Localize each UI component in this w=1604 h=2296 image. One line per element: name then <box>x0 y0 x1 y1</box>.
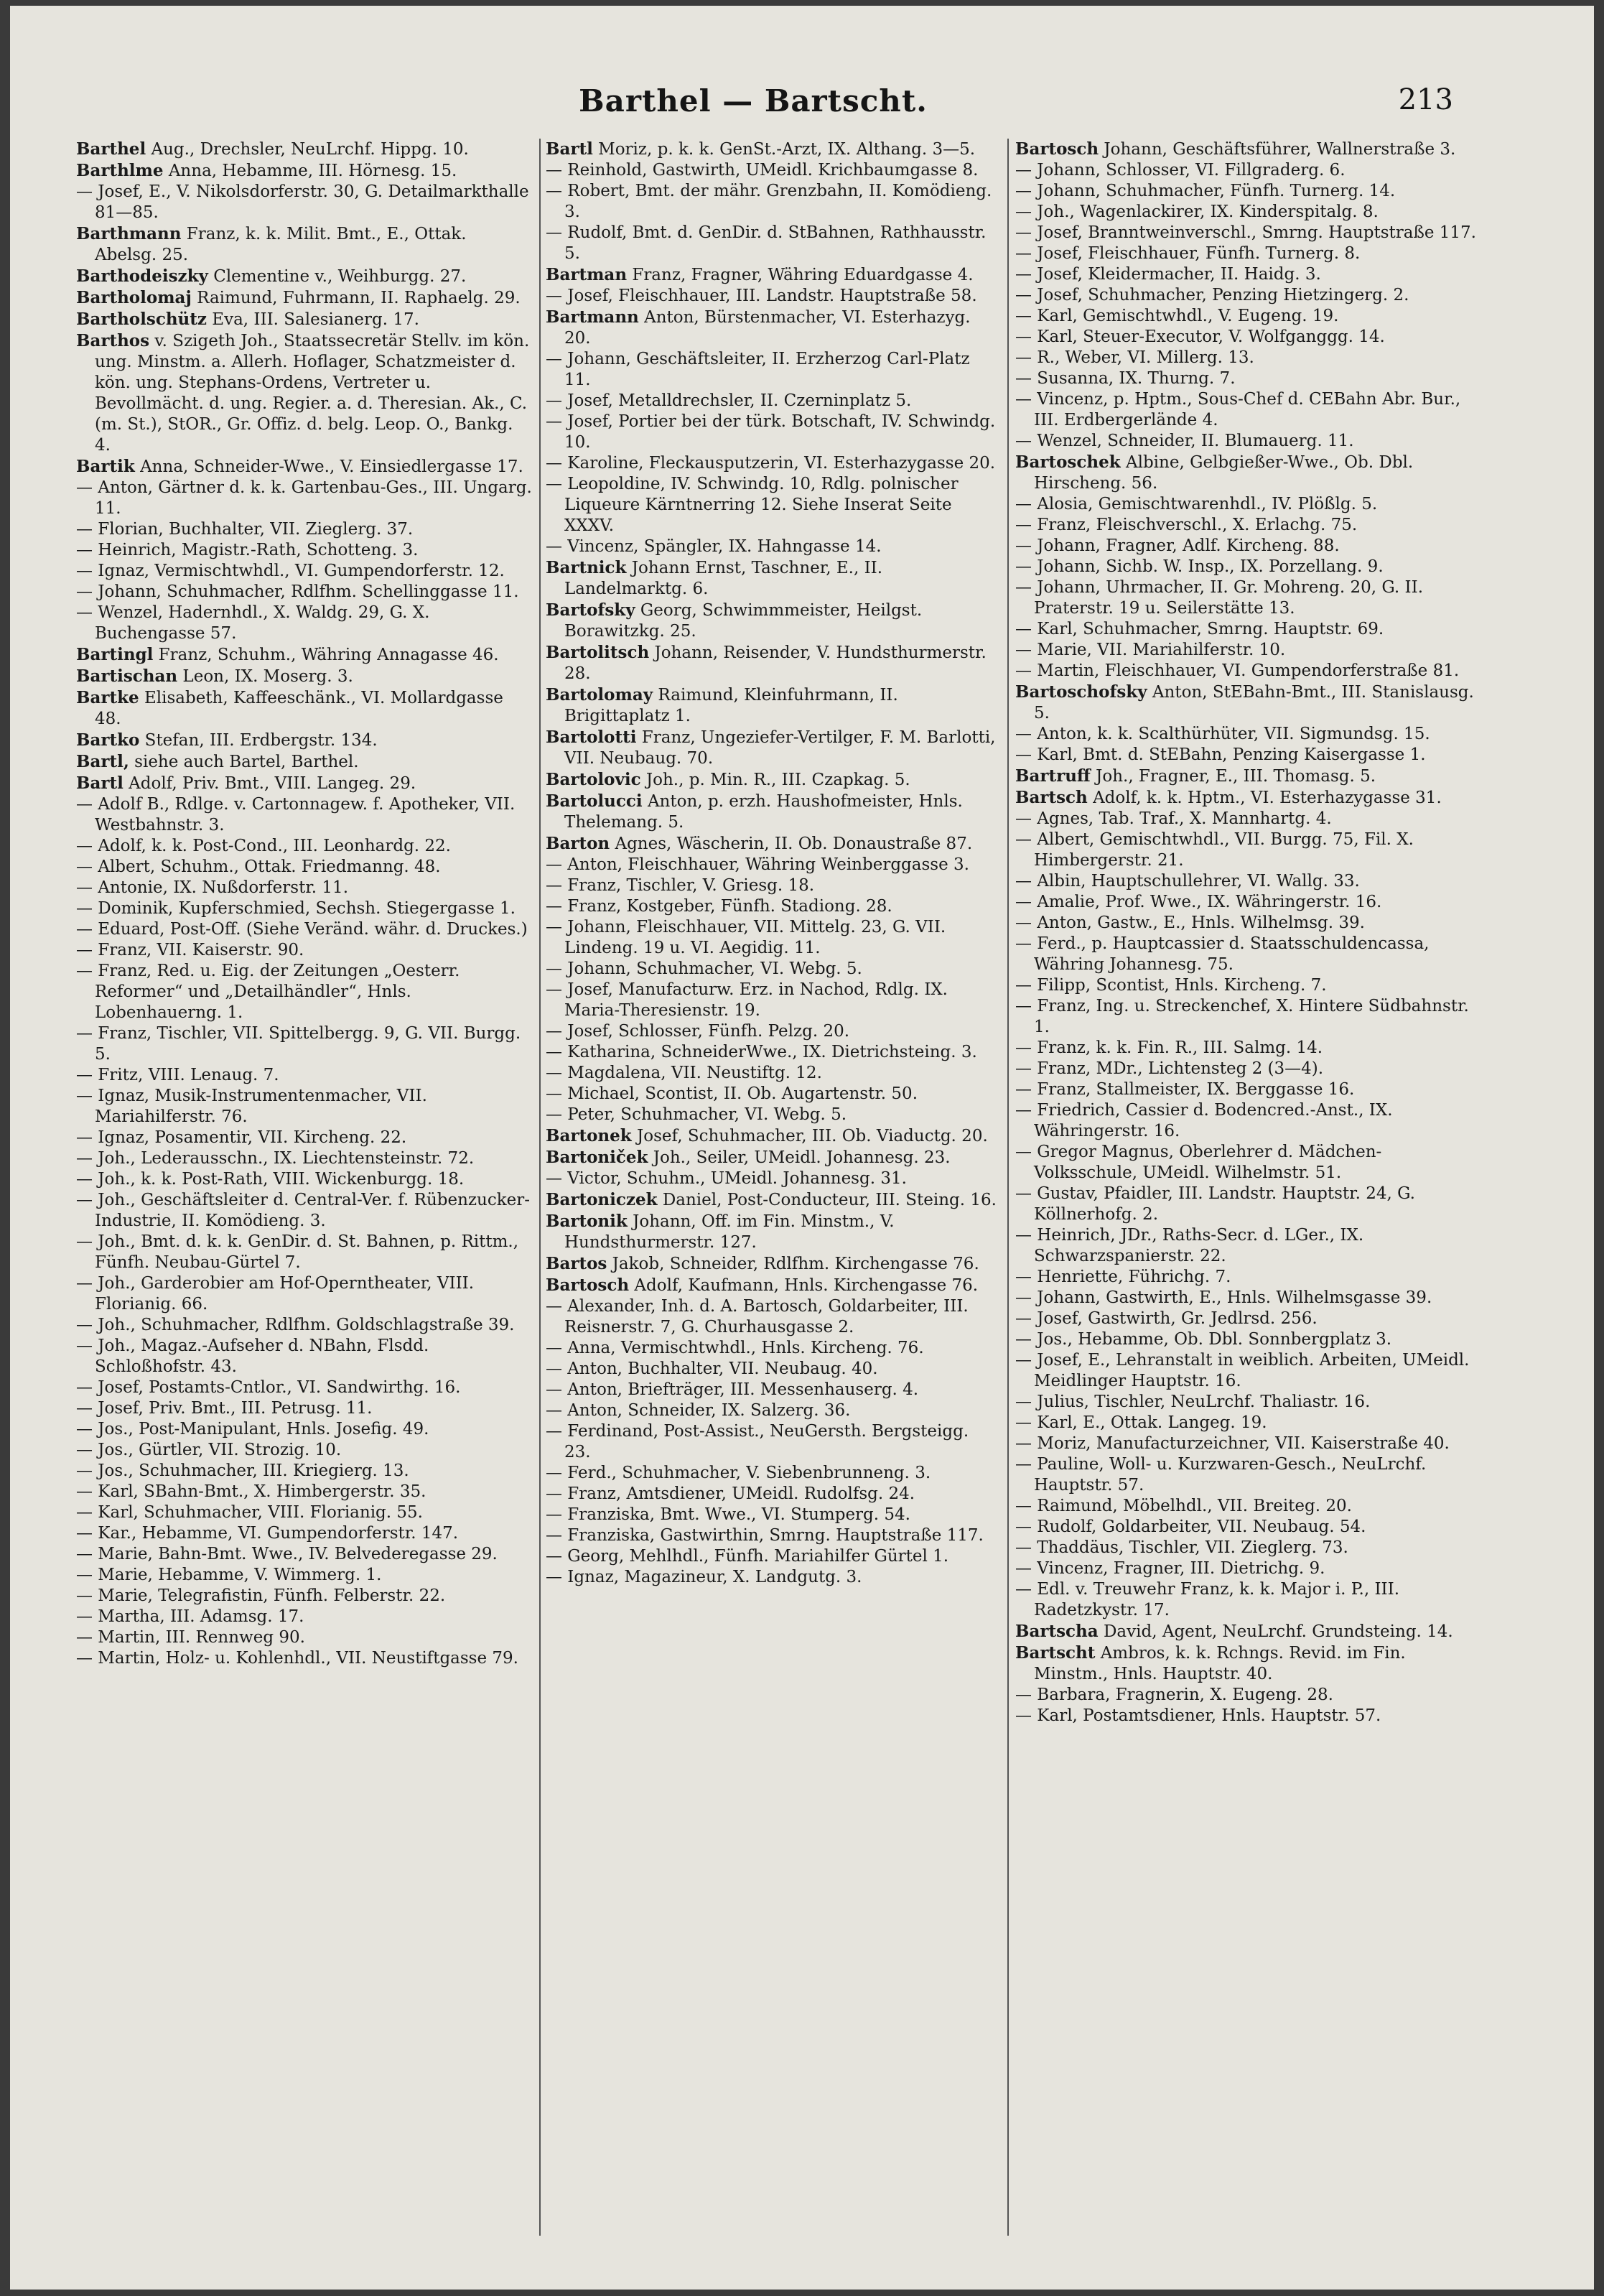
directory-entry: — Johann, Schuhmacher, VI. Webg. 5. <box>546 959 862 978</box>
directory-entry: Bartolovic Joh., p. Min. R., III. Czapkag. 5. <box>546 770 910 789</box>
directory-entry: — Johann, Sichb. W. Insp., IX. Porzellang. 9. <box>1015 557 1384 576</box>
directory-entry: — Alexander, Inh. d. A. Bartosch, Goldarbeiter, III. Reisnerstr. 7, G. Churhausgasse 2. <box>546 1297 969 1337</box>
surname: Bartmann <box>546 307 639 327</box>
directory-entry: Bartnick Johann Ernst, Taschner, E., II. Landelmarktg. 6. <box>546 558 883 598</box>
directory-entry: Bartruff Joh., Fragner, E., III. Thomasg. 5. <box>1015 766 1376 786</box>
directory-entry: — Victor, Schuhm., UMeidl. Johannesg. 31. <box>546 1169 907 1188</box>
directory-entry: — Joh., Wagenlackirer, IX. Kinderspitalg. 8. <box>1015 203 1379 221</box>
directory-entry: Bartonek Josef, Schuhmacher, III. Ob. Viaductg. 20. <box>546 1126 988 1145</box>
directory-entry: — Anton, Gastw., E., Hnls. Wilhelmsg. 39. <box>1015 914 1365 932</box>
directory-entry: — Peter, Schuhmacher, VI. Webg. 5. <box>546 1105 847 1124</box>
directory-entry: — Albert, Gemischtwhdl., VII. Burgg. 75, Fil. X. Himbergerstr. 21. <box>1015 830 1414 870</box>
directory-entry: — Jos., Schuhmacher, III. Kriegierg. 13. <box>76 1461 409 1480</box>
directory-entry: — Marie, VII. Mariahilferstr. 10. <box>1015 641 1286 659</box>
directory-entry: — Agnes, Tab. Traf., X. Mannhartg. 4. <box>1015 809 1332 828</box>
surname: Bartik <box>76 457 135 476</box>
directory-entry: — Fritz, VIII. Lenaug. 7. <box>76 1066 279 1084</box>
directory-entry: — Rudolf, Bmt. d. GenDir. d. StBahnen, Rathhausstr. 5. <box>546 223 987 263</box>
surname: Bartl <box>546 139 593 159</box>
directory-entry: — Marie, Hebamme, V. Wimmerg. 1. <box>76 1566 382 1584</box>
directory-entry: Barthlme Anna, Hebamme, III. Hörnesg. 15. <box>76 161 457 180</box>
directory-entry: Bartolitsch Johann, Reisender, V. Hundsthurmerstr. 28. <box>546 643 987 683</box>
directory-entry: — Ignaz, Vermischtwhdl., VI. Gumpendorferstr. 12. <box>76 562 505 580</box>
directory-entry: Bartholschütz Eva, III. Salesianerg. 17. <box>76 310 419 329</box>
directory-entry: Bartsch Adolf, k. k. Hptm., VI. Esterhazygasse 31. <box>1015 788 1442 807</box>
directory-entry: — Josef, Priv. Bmt., III. Petrusg. 11. <box>76 1399 373 1418</box>
surname: Bartolitsch <box>546 643 650 662</box>
directory-entry: — Adolf B., Rdlge. v. Cartonnagew. f. Apotheker, VII. Westbahnstr. 3. <box>76 795 516 835</box>
directory-entry: — Anton, k. k. Scalthürhüter, VII. Sigmundsg. 15. <box>1015 725 1430 743</box>
directory-entry: — Josef, Fleischhauer, III. Landstr. Hauptstraße 58. <box>546 287 977 305</box>
directory-entry: Bartoniček Joh., Seiler, UMeidl. Johannesg. 23. <box>546 1148 951 1167</box>
directory-entry: — Josef, Gastwirth, Gr. Jedlrsd. 256. <box>1015 1309 1318 1328</box>
directory-entry: — Johann, Schuhmacher, Rdlfhm. Schellinggasse 11. <box>76 582 519 601</box>
surname: Bartosch <box>1015 139 1099 159</box>
directory-entry: — Ignaz, Musik-Instrumentenmacher, VII. Mariahilferstr. 76. <box>76 1087 427 1126</box>
directory-entry: — Robert, Bmt. der mähr. Grenzbahn, II. Komödieng. 3. <box>546 182 992 221</box>
surname: Bartko <box>76 730 140 750</box>
directory-entry: — Heinrich, JDr., Raths-Secr. d. LGer., IX. Schwarzspanierstr. 22. <box>1015 1226 1364 1265</box>
directory-entry: — Ferd., Schuhmacher, V. Siebenbrunneng. 3. <box>546 1464 931 1482</box>
directory-entry: — Josef, Postamts-Cntlor., VI. Sandwirthg. 16. <box>76 1378 461 1397</box>
directory-entry: Bartholomaj Raimund, Fuhrmann, II. Raphaelg. 29. <box>76 288 521 307</box>
directory-entry: — Joh., Geschäftsleiter d. Central-Ver. f. Rübenzucker-Industrie, II. Komödieng. 3. <box>76 1191 531 1230</box>
directory-entry: — Joh., Magaz.-Aufseher d. NBahn, Flsdd. Schloßhofstr. 43. <box>76 1337 429 1376</box>
page-header <box>53 83 1453 134</box>
directory-entry: Bartolucci Anton, p. erzh. Haushofmeister, Hnls. Thelemang. 5. <box>546 791 963 832</box>
column-divider <box>1007 139 1009 2236</box>
directory-entry: — Albert, Schuhm., Ottak. Friedmanng. 48. <box>76 857 441 876</box>
running-title: Barthel — Bartscht. <box>579 83 928 118</box>
directory-entry: — Karl, SBahn-Bmt., X. Himbergerstr. 35. <box>76 1482 426 1501</box>
directory-entry: — Ferd., p. Hauptcassier d. Staatsschuldencassa, Währing Johannesg. 75. <box>1015 934 1430 974</box>
directory-entry: — Josef, Branntweinverschl., Smrng. Hauptstraße 117. <box>1015 223 1476 242</box>
directory-entry: — Johann, Gastwirth, E., Hnls. Wilhelmsgasse 39. <box>1015 1288 1432 1307</box>
directory-entry: — Karl, Bmt. d. StEBahn, Penzing Kaisergasse 1. <box>1015 745 1426 764</box>
directory-entry: Barthel Aug., Drechsler, NeuLrchf. Hippg. 10. <box>76 139 469 159</box>
directory-entry: — Joh., Bmt. d. k. k. GenDir. d. St. Bahnen, p. Rittm., Fünfh. Neubau-Gürtel 7. <box>76 1232 519 1272</box>
surname: Bartonik <box>546 1212 628 1231</box>
surname: Bartnick <box>546 558 627 577</box>
directory-entry: Bartl Adolf, Priv. Bmt., VIII. Langeg. 29. <box>76 773 416 793</box>
directory-entry: — Filipp, Scontist, Hnls. Kircheng. 7. <box>1015 976 1327 995</box>
column-2 <box>546 139 999 2236</box>
directory-entry: — Franz, Tischler, VII. Spittelbergg. 9, G. VII. Burgg. 5. <box>76 1024 521 1064</box>
directory-entry: — R., Weber, VI. Millerg. 13. <box>1015 348 1254 367</box>
directory-entry: Bartman Franz, Fragner, Währing Eduardgasse 4. <box>546 265 974 284</box>
directory-entry: — Florian, Buchhalter, VII. Zieglerg. 37. <box>76 520 414 539</box>
directory-entry: Bartl Moriz, p. k. k. GenSt.-Arzt, IX. Althang. 3—5. <box>546 139 976 159</box>
directory-entry: Bartischan Leon, IX. Moserg. 3. <box>76 666 353 686</box>
page-number: 213 <box>1398 83 1453 116</box>
directory-entry: — Gregor Magnus, Oberlehrer d. Mädchen-Volksschule, UMeidl. Wilhelmstr. 51. <box>1015 1143 1382 1182</box>
directory-entry: Bartko Stefan, III. Erdbergstr. 134. <box>76 730 378 750</box>
surname: Bartoniczek <box>546 1190 658 1209</box>
column-3 <box>1015 139 1478 2236</box>
directory-entry: — Vincenz, Fragner, III. Dietrichg. 9. <box>1015 1559 1325 1578</box>
directory-entry: Bartofsky Georg, Schwimmmeister, Heilgst. Borawitzkg. 25. <box>546 600 923 641</box>
directory-entry: — Jos., Post-Manipulant, Hnls. Josefig. 49. <box>76 1420 429 1439</box>
directory-entry: — Vincenz, p. Hptm., Sous-Chef d. CEBahn Abr. Bur., III. Erdbergerlände 4. <box>1015 390 1461 429</box>
surname: Barthmann <box>76 224 182 243</box>
directory-entry: — Karl, E., Ottak. Langeg. 19. <box>1015 1413 1267 1432</box>
directory-entry: Bartolomay Raimund, Kleinfuhrmann, II. Brigittaplatz 1. <box>546 685 898 725</box>
directory-entry: — Martha, III. Adamsg. 17. <box>76 1607 304 1626</box>
directory-entry: Barthodeiszky Clementine v., Weihburgg. 27. <box>76 266 467 286</box>
directory-entry: Barthmann Franz, k. k. Milit. Bmt., E., Ottak. Abelsg. 25. <box>76 224 467 264</box>
directory-entry: — Jos., Gürtler, VII. Strozig. 10. <box>76 1441 342 1459</box>
directory-entry: — Anna, Vermischtwhdl., Hnls. Kircheng. 76. <box>546 1339 924 1357</box>
directory-entry: — Franz, Stallmeister, IX. Berggasse 16. <box>1015 1080 1355 1099</box>
directory-entry: — Franziska, Bmt. Wwe., VI. Stumperg. 54. <box>546 1505 910 1524</box>
directory-entry: — Johann, Schlosser, VI. Fillgraderg. 6. <box>1015 161 1346 180</box>
directory-entry: — Martin, Fleischhauer, VI. Gumpendorferstraße 81. <box>1015 661 1460 680</box>
directory-entry: — Johann, Geschäftsleiter, II. Erzherzog Carl-Platz 11. <box>546 350 970 389</box>
directory-entry: — Raimund, Möbelhdl., VII. Breiteg. 20. <box>1015 1497 1352 1515</box>
directory-entry: Bartik Anna, Schneider-Wwe., V. Einsiedlergasse 17. <box>76 457 523 476</box>
surname: Bartscht <box>1015 1643 1096 1663</box>
directory-entry: — Martin, Holz- u. Kohlenhdl., VII. Neustiftgasse 79. <box>76 1649 518 1668</box>
directory-entry: — Karoline, Fleckausputzerin, VI. Esterhazygasse 20. <box>546 454 996 473</box>
directory-entry: — Josef, Manufacturw. Erz. in Nachod, Rdlg. IX. Maria-Theresienstr. 19. <box>546 980 948 1020</box>
directory-entry: — Moriz, Manufacturzeichner, VII. Kaiserstraße 40. <box>1015 1434 1450 1453</box>
directory-entry: — Kar., Hebamme, VI. Gumpendorferstr. 147. <box>76 1524 459 1543</box>
directory-entry: — Gustav, Pfaidler, III. Landstr. Hauptstr. 24, G. Köllnerhofg. 2. <box>1015 1184 1415 1224</box>
directory-entry: — Georg, Mehlhdl., Fünfh. Mariahilfer Gürtel 1. <box>546 1547 949 1566</box>
surname: Bartruff <box>1015 766 1091 786</box>
directory-entry: — Karl, Postamtsdiener, Hnls. Hauptstr. 57. <box>1015 1706 1381 1725</box>
directory-entry: — Franz, VII. Kaiserstr. 90. <box>76 941 304 959</box>
surname: Bartingl <box>76 645 154 664</box>
surname: Bartolucci <box>546 791 643 811</box>
directory-entry: Bartscha David, Agent, NeuLrchf. Grundsteing. 14. <box>1015 1622 1453 1641</box>
directory-entry: — Karl, Gemischtwhdl., V. Eugeng. 19. <box>1015 307 1339 325</box>
surname: Bartolovic <box>546 770 641 789</box>
surname: Bartoniček <box>546 1148 648 1167</box>
surname: Bartsch <box>1015 788 1088 807</box>
directory-entry: — Vincenz, Spängler, IX. Hahngasse 14. <box>546 537 882 556</box>
surname: Bartl <box>76 773 123 793</box>
surname: Bartoschek <box>1015 452 1121 472</box>
directory-entry: — Julius, Tischler, NeuLrchf. Thaliastr. 16. <box>1015 1393 1371 1411</box>
directory-entry: — Reinhold, Gastwirth, UMeidl. Krichbaumgasse 8. <box>546 161 979 180</box>
directory-entry: — Jos., Hebamme, Ob. Dbl. Sonnbergplatz 3. <box>1015 1330 1392 1349</box>
directory-entry: Barthos v. Szigeth Joh., Staatssecretär Stellv. im kön. ung. Minstm. a. Allerh. Hoflager, Schatzmeister d. kön. ung. Stephans-Ordens, Vertreter u. Bevollmächt. d. ung. Regier. a. d. Theresian. Ak., C. (m. St.), StOR., Gr. Offiz. d. belg. Leop. O., Bankg. 4. <box>76 331 530 455</box>
directory-entry: — Eduard, Post-Off. (Siehe Veränd. währ. d. Druckes.) <box>76 920 528 939</box>
directory-entry: — Josef, E., Lehranstalt in weiblich. Arbeiten, UMeidl. Meidlinger Hauptstr. 16. <box>1015 1351 1470 1390</box>
surname: Bartscha <box>1015 1622 1099 1641</box>
directory-entry: — Josef, Metalldrechsler, II. Czerninplatz 5. <box>546 391 912 410</box>
directory-entry: — Friedrich, Cassier d. Bodencred.-Anst., IX. Währingerstr. 16. <box>1015 1101 1393 1140</box>
directory-entry: — Ignaz, Posamentir, VII. Kircheng. 22. <box>76 1128 407 1147</box>
directory-entry: — Marie, Telegrafistin, Fünfh. Felberstr. 22. <box>76 1586 446 1605</box>
directory-entry: — Joh., k. k. Post-Rath, VIII. Wickenburgg. 18. <box>76 1170 465 1189</box>
directory-entry: — Leopoldine, IV. Schwindg. 10, Rdlg. polnischer Liqueure Kärntnerring 12. Siehe Inserat Seite XXXV. <box>546 475 959 535</box>
directory-entry: — Anton, Buchhalter, VII. Neubaug. 40. <box>546 1360 878 1378</box>
directory-entry: — Johann, Schuhmacher, Fünfh. Turnerg. 14. <box>1015 182 1396 200</box>
directory-entry: — Marie, Bahn-Bmt. Wwe., IV. Belvederegasse 29. <box>76 1545 498 1563</box>
directory-entry: — Rudolf, Goldarbeiter, VII. Neubaug. 54. <box>1015 1518 1366 1536</box>
directory-entry: — Karl, Schuhmacher, Smrng. Hauptstr. 69. <box>1015 620 1384 638</box>
directory-entry: — Dominik, Kupferschmied, Sechsh. Stiegergasse 1. <box>76 899 516 918</box>
directory-entry: — Franz, Kostgeber, Fünfh. Stadiong. 28. <box>546 897 892 916</box>
directory-entry: — Michael, Scontist, II. Ob. Augartenstr. 50. <box>546 1084 918 1103</box>
directory-entry: — Thaddäus, Tischler, VII. Zieglerg. 73. <box>1015 1538 1348 1557</box>
column-divider <box>539 139 541 2236</box>
surname: Bartke <box>76 688 139 707</box>
surname: Bartolotti <box>546 728 637 747</box>
directory-entry: — Albin, Hauptschullehrer, VI. Wallg. 33. <box>1015 872 1360 891</box>
directory-entry: — Franz, Ing. u. Streckenchef, X. Hintere Südbahnstr. 1. <box>1015 997 1469 1036</box>
directory-page <box>10 6 1594 2290</box>
directory-entry: — Anton, Fleischhauer, Währing Weinberggasse 3. <box>546 855 969 874</box>
surname: Bartl, <box>76 752 129 771</box>
surname: Bartonek <box>546 1126 632 1145</box>
directory-entry: Bartoniczek Daniel, Post-Conducteur, III. Steing. 16. <box>546 1190 997 1209</box>
directory-entry: — Joh., Garderobier am Hof-Operntheater, VIII. Florianig. 66. <box>76 1274 475 1314</box>
directory-entry: — Adolf, k. k. Post-Cond., III. Leonhardg. 22. <box>76 837 451 855</box>
directory-entry: — Wenzel, Schneider, II. Blumauerg. 11. <box>1015 432 1354 450</box>
directory-entry: — Ferdinand, Post-Assist., NeuGersth. Bergsteigg. 23. <box>546 1422 969 1461</box>
directory-entry: — Johann, Fragner, Adlf. Kircheng. 88. <box>1015 536 1340 555</box>
directory-entry: — Barbara, Fragnerin, X. Eugeng. 28. <box>1015 1686 1333 1704</box>
directory-entry: — Alosia, Gemischtwarenhdl., IV. Plößlg. 5. <box>1015 495 1378 513</box>
surname: Barton <box>546 834 610 853</box>
directory-entry: Bartolotti Franz, Ungeziefer-Vertilger, F. M. Barlotti, VII. Neubaug. 70. <box>546 728 996 768</box>
surname: Barthlme <box>76 161 164 180</box>
directory-entry: Bartingl Franz, Schuhm., Währing Annagasse 46. <box>76 645 499 664</box>
directory-entry: — Henriette, Führichg. 7. <box>1015 1268 1231 1286</box>
directory-entry: — Ignaz, Magazineur, X. Landgutg. 3. <box>546 1568 862 1586</box>
surname: Bartosch <box>546 1275 630 1295</box>
directory-entry: Bartscht Ambros, k. k. Rchngs. Revid. im Fin. Minstm., Hnls. Hauptstr. 40. <box>1015 1643 1406 1683</box>
surname: Barthos <box>76 331 150 350</box>
directory-entry: — Franziska, Gastwirthin, Smrng. Hauptstraße 117. <box>546 1526 984 1545</box>
directory-entry: — Martin, III. Rennweg 90. <box>76 1628 305 1647</box>
directory-entry: — Franz, Fleischverschl., X. Erlachg. 75. <box>1015 516 1358 534</box>
directory-entry: Bartosch Johann, Geschäftsführer, Wallnerstraße 3. <box>1015 139 1456 159</box>
surname: Bartolomay <box>546 685 653 705</box>
directory-entry: — Johann, Fleischhauer, VII. Mittelg. 23, G. VII. Lindeng. 19 u. VI. Aegidig. 11. <box>546 918 946 957</box>
directory-entry: Bartl, siehe auch Bartel, Barthel. <box>76 752 359 771</box>
column-1 <box>76 139 533 2236</box>
directory-entry: Bartonik Johann, Off. im Fin. Minstm., V. Hundsthurmerstr. 127. <box>546 1212 895 1252</box>
directory-entry: — Anton, Schneider, IX. Salzerg. 36. <box>546 1401 851 1420</box>
directory-entry: Bartosch Adolf, Kaufmann, Hnls. Kirchengasse 76. <box>546 1275 979 1295</box>
directory-entry: — Franz, Amtsdiener, UMeidl. Rudolfsg. 24. <box>546 1484 915 1503</box>
directory-entry: — Antonie, IX. Nußdorferstr. 11. <box>76 878 349 897</box>
surname: Bartholomaj <box>76 288 192 307</box>
directory-entry: — Pauline, Woll- u. Kurzwaren-Gesch., NeuLrchf. Hauptstr. 57. <box>1015 1455 1427 1495</box>
directory-entry: — Franz, MDr., Lichtensteg 2 (3—4). <box>1015 1059 1324 1078</box>
directory-entry: — Joh., Schuhmacher, Rdlfhm. Goldschlagstraße 39. <box>76 1316 515 1334</box>
directory-entry: — Josef, Schuhmacher, Penzing Hietzingerg. 2. <box>1015 286 1409 305</box>
directory-entry: — Johann, Uhrmacher, II. Gr. Mohreng. 20, G. II. Praterstr. 19 u. Seilerstätte 13. <box>1015 578 1424 618</box>
surname: Bartman <box>546 265 628 284</box>
surname: Bartoschofsky <box>1015 682 1147 702</box>
directory-entry: — Amalie, Prof. Wwe., IX. Währingerstr. 16. <box>1015 893 1382 911</box>
directory-entry: — Wenzel, Hadernhdl., X. Waldg. 29, G. X. Buchengasse 57. <box>76 603 430 643</box>
directory-entry: — Anton, Gärtner d. k. k. Gartenbau-Ges., III. Ungarg. 11. <box>76 478 532 518</box>
directory-entry: — Josef, Fleischhauer, Fünfh. Turnerg. 8. <box>1015 244 1361 263</box>
surname: Bartos <box>546 1254 607 1273</box>
directory-entry: — Magdalena, VII. Neustiftg. 12. <box>546 1064 822 1082</box>
directory-entry: — Franz, k. k. Fin. R., III. Salmg. 14. <box>1015 1038 1323 1057</box>
directory-entry: Bartke Elisabeth, Kaffeeschänk., VI. Mollardgasse 48. <box>76 688 503 728</box>
directory-entry: — Susanna, IX. Thurng. 7. <box>1015 369 1236 388</box>
directory-entry: Barton Agnes, Wäscherin, II. Ob. Donaustraße 87. <box>546 834 973 853</box>
directory-entry: — Josef, Schlosser, Fünfh. Pelzg. 20. <box>546 1022 850 1041</box>
surname: Bartofsky <box>546 600 635 620</box>
directory-entry: Bartmann Anton, Bürstenmacher, VI. Esterhazyg. 20. <box>546 307 971 348</box>
surname: Bartischan <box>76 666 178 686</box>
directory-entry: — Franz, Red. u. Eig. der Zeitungen „Oesterr. Reformer“ und „Detailhändler“, Hnls. Lobenhauerng. 1. <box>76 962 460 1022</box>
directory-entry: — Edl. v. Treuwehr Franz, k. k. Major i. P., III. Radetzkystr. 17. <box>1015 1580 1400 1619</box>
directory-entry: — Joh., Lederausschn., IX. Liechtensteinstr. 72. <box>76 1149 475 1168</box>
directory-entry: — Josef, Kleidermacher, II. Haidg. 3. <box>1015 265 1321 284</box>
directory-entry: Bartoschofsky Anton, StEBahn-Bmt., III. Stanislausg. 5. <box>1015 682 1474 722</box>
directory-entry: — Karl, Schuhmacher, VIII. Florianig. 55. <box>76 1503 423 1522</box>
surname: Barthodeiszky <box>76 266 208 286</box>
surname: Bartholschütz <box>76 310 207 329</box>
directory-entry: — Anton, Briefträger, III. Messenhauserg. 4. <box>546 1380 919 1399</box>
directory-entry: — Katharina, SchneiderWwe., IX. Dietrichsteing. 3. <box>546 1043 977 1061</box>
surname: Barthel <box>76 139 146 159</box>
directory-entry: — Josef, E., V. Nikolsdorferstr. 30, G. Detailmarkthalle 81—85. <box>76 182 529 222</box>
directory-entry: — Karl, Steuer-Executor, V. Wolfganggg. 14. <box>1015 327 1385 346</box>
directory-entry: Bartoschek Albine, Gelbgießer-Wwe., Ob. Dbl. Hirscheng. 56. <box>1015 452 1414 493</box>
directory-entry: — Josef, Portier bei der türk. Botschaft, IV. Schwindg. 10. <box>546 412 996 452</box>
directory-entry: — Franz, Tischler, V. Griesg. 18. <box>546 876 815 895</box>
directory-entry: — Heinrich, Magistr.-Rath, Schotteng. 3. <box>76 541 419 559</box>
directory-entry: Bartos Jakob, Schneider, Rdlfhm. Kirchengasse 76. <box>546 1254 979 1273</box>
